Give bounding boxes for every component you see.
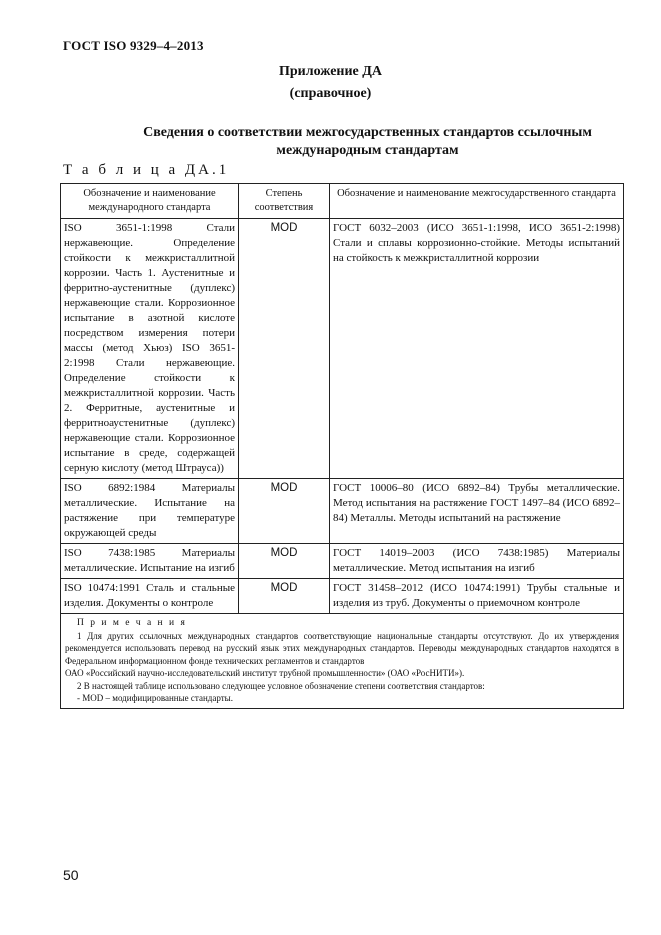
degree-cell: MOD <box>239 219 330 479</box>
note-1-organization: ОАО «Российский научно-исследовательский институт трубной промышленности» (ОАО «РосНИТИ»). <box>65 668 465 678</box>
table-row <box>61 544 624 579</box>
degree-cell: MOD <box>239 479 330 544</box>
appendix-subtitle: (справочное) <box>289 86 372 101</box>
degree-cell: MOD <box>239 579 330 614</box>
page-number: 50 <box>63 867 79 883</box>
table-row <box>61 479 624 544</box>
table-row <box>61 219 624 479</box>
document-standard-code: ГОСТ ISO 9329–4–2013 <box>63 38 204 53</box>
header-interstate-standard: Обозначение и наименование межгосударственного стандарта <box>330 184 624 219</box>
intl-standard-cell: ISO 6892:1984 Материалы металлические. Испытание на растяжение при температуре окружающей среды <box>61 479 239 544</box>
section-title: Сведения о соответствии межгосударственных стандартов ссылочным международным стандартам <box>143 125 592 158</box>
table-notes <box>61 614 624 709</box>
correspondence-table-wrapper <box>60 183 623 709</box>
header-degree-of-conformity: Степень соответствия <box>239 184 330 219</box>
intl-standard-cell: ISO 3651-1:1998 Стали нержавеющие. Определение стойкости к межкристаллитной коррозии. Часть 1. Аустенитные и ферритно-аустенитные (дуплекс) нержавеющие стали. Коррозионное испытание в азотной кислоте посредством измерения потери массы (метод Хьюз) ISO 3651-2:1998 Стали нержавеющие. Определение стойкости к межкристаллитной коррозии. Часть 2. Ферритные, аустенитные и ферритноаустенитные (дуплекс) нержавеющие стали. Коррозионное испытание в среде, содержащей серную кислоту (метод Штрауса)) <box>61 219 239 479</box>
degree-cell: MOD <box>239 544 330 579</box>
note-2: 2 В настоящей таблице использовано следующее условное обозначение степени соответствия стандартов: <box>77 680 485 691</box>
interstate-standard-cell: ГОСТ 6032–2003 (ИСО 3651-1:1998, ИСО 3651-2:1998) Стали и сплавы коррозионно-стойкие. Методы испытаний на стойкость к межкристаллитной коррозии <box>330 219 624 479</box>
notes-heading: П р и м е ч а н и я <box>77 618 187 628</box>
interstate-standard-cell: ГОСТ 31458–2012 (ИСО 10474:1991) Трубы стальные и изделия из труб. Документы о приемочном контроле <box>330 579 624 614</box>
interstate-standard-cell: ГОСТ 14019–2003 (ИСО 7438:1985) Материалы металлические. Метод испытания на изгиб <box>330 544 624 579</box>
table-caption: Т а б л и ц а ДА.1 <box>63 162 230 178</box>
intl-standard-cell: ISO 10474:1991 Сталь и стальные изделия. Документы о контроле <box>61 579 239 614</box>
table-row <box>61 579 624 614</box>
interstate-standard-cell: ГОСТ 10006–80 (ИСО 6892–84) Трубы металлические. Метод испытания на растяжение ГОСТ 1497–84 (ИСО 6892–84) Металлы. Методы испытаний на растяжение <box>330 479 624 544</box>
note-1: 1 Для других ссылочных международных стандартов соответствующие национальные стандарты отсутствуют. До их утверждения рекомендуется использовать перевод на русский язык этих международных стандартов. Переводы международных стандартов находятся в Федеральном информационном фонде технических регламентов и стандартов <box>65 630 619 666</box>
table-header-row <box>61 184 624 219</box>
header-international-standard: Обозначение и наименование международного стандарта <box>61 184 239 219</box>
note-2-item: - MOD – модифицированные стандарты. <box>77 693 233 703</box>
table-notes-row <box>61 614 624 709</box>
intl-standard-cell: ISO 7438:1985 Материалы металлические. Испытание на изгиб <box>61 544 239 579</box>
appendix-title: Приложение ДА <box>278 64 383 79</box>
correspondence-table <box>60 183 624 709</box>
